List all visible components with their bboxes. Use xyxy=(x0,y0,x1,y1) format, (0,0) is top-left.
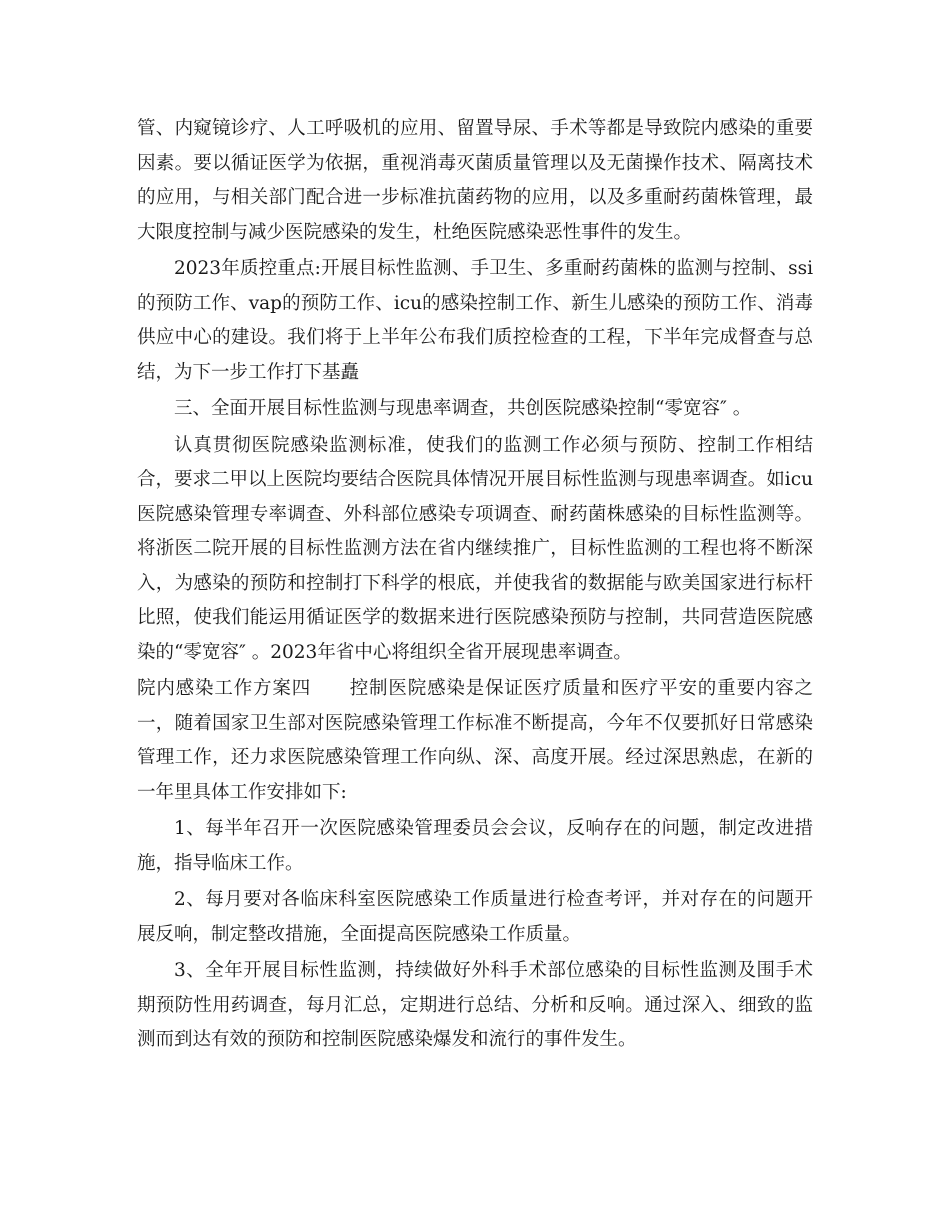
paragraph-1: 管、内窥镜诊疗、人工呼吸机的应用、留置导尿、手术等都是导致院内感染的重要因素。要以循证医学为依据，重视消毒灭菌质量管理以及无菌操作技术、隔离技术的应用，与相关部门配合进一步标准抗菌药物的应用，以及多重耐药菌株管理，最大限度控制与减少医院感染的发生，杜绝医院感染恶性事件的发生。 xyxy=(137,118,813,243)
paragraph-8-item-3: 3、全年开展目标性监测，持续做好外科手术部位感染的目标性监测及围手术期预防性用药调查，每月汇总，定期进行总结、分析和反响。通过深入、细致的监测而到达有效的预防和控制医院感染爆发和流行的事件发生。 xyxy=(137,960,813,1050)
paragraph-2-quality-control-focus: 2023年质控重点:开展目标性监测、手卫生、多重耐药菌株的监测与控制、ssi的预防工作、vap的预防工作、icu的感染控制工作、新生儿感染的预防工作、消毒供应中心的建设。我们将于上半年公布我们质控检查的工程，下半年完成督查与总结，为下一步工作打下基矗 xyxy=(137,258,813,383)
document-body xyxy=(137,112,813,1060)
paragraph-4-monitoring-standard: 认真贯彻医院感染监测标准，使我们的监测工作必须与预防、控制工作相结合，要求二甲以上医院均要结合医院具体情况开展目标性监测与现患率调查。如icu医院感染管理专率调查、外科部位感染专项调查、耐药菌株感染的目标性监测等。将浙医二院开展的目标性监测方法在省内继续推广，目标性监测的工程也将不断深入，为感染的预防和控制打下科学的根底，并使我省的数据能与欧美国家进行标杆比照，使我们能运用循证医学的数据来进行医院感染预防与控制，共同营造医院感染的“零宽容″ 。2023年省中心将组织全省开展现患率调查。 xyxy=(137,434,813,663)
paragraph-5-plan-four-intro: 院内感染工作方案四 控制医院感染是保证医疗质量和医疗平安的重要内容之一，随着国家卫生部对医院感染管理工作标准不断提高，今年不仅要抓好日常感染管理工作，还力求医院感染管理工作向纵、深、高度开展。经过深思熟虑，在新的一年里具体工作安排如下: xyxy=(137,678,813,803)
paragraph-6-item-1: 1、每半年召开一次医院感染管理委员会会议，反响存在的问题，制定改进措施，指导临床工作。 xyxy=(137,818,813,874)
paragraph-7-item-2: 2、每月要对各临床科室医院感染工作质量进行检查考评，并对存在的问题开展反响，制定整改措施，全面提高医院感染工作质量。 xyxy=(137,889,813,945)
paragraph-3-section-heading: 三、全面开展目标性监测与现患率调查，共创医院感染控制“零宽容″ 。 xyxy=(174,398,752,419)
